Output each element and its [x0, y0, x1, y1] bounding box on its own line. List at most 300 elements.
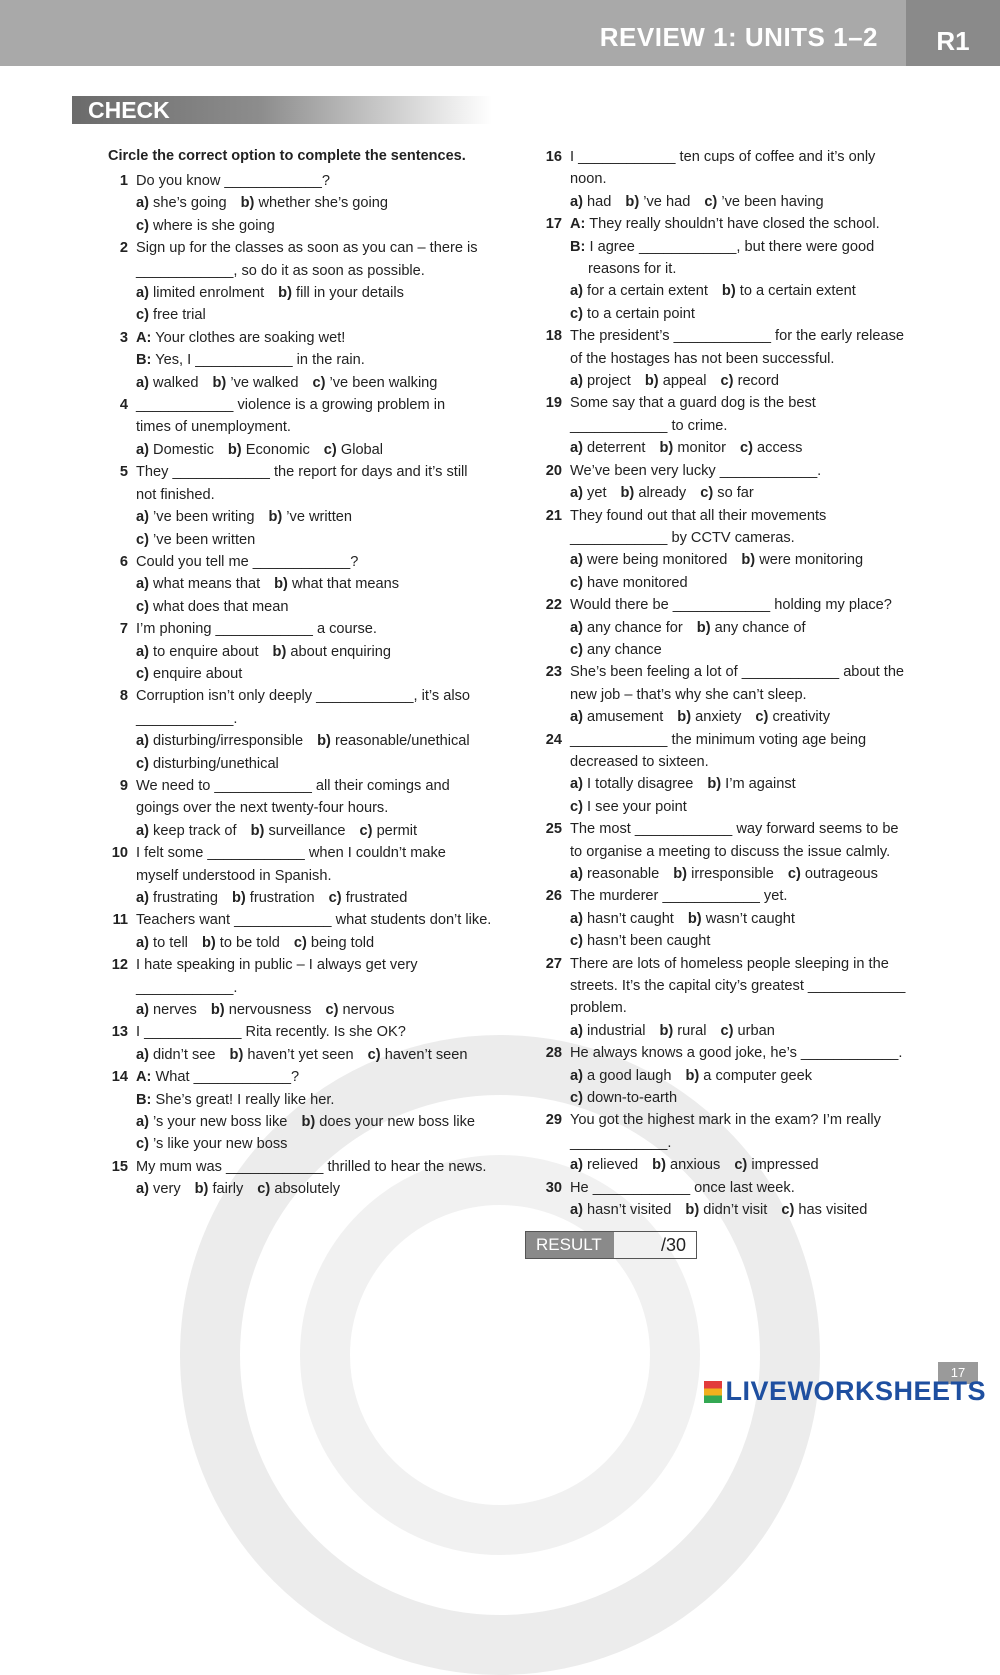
question-text-line — [136, 349, 499, 371]
question-number: 23 — [545, 664, 562, 681]
option-text: Domestic — [153, 441, 214, 458]
answer-option[interactable] — [228, 442, 310, 458]
answer-option[interactable] — [136, 1181, 181, 1197]
option-text: to be told — [219, 934, 280, 951]
option-text: where is she going — [153, 217, 275, 234]
question-15 — [104, 1156, 499, 1201]
option-text: what means that — [153, 576, 261, 593]
question-text: ____________ to crime. — [570, 417, 728, 434]
option-text: urban — [737, 1022, 775, 1039]
question-number: 13 — [111, 1024, 128, 1041]
option-text: didn’t see — [153, 1046, 216, 1063]
answer-option[interactable] — [251, 823, 346, 839]
question-text-line — [136, 394, 499, 416]
question-text-line — [570, 236, 933, 258]
answer-option[interactable] — [621, 485, 687, 501]
option-letter: a) — [136, 1046, 149, 1063]
answer-option[interactable] — [294, 935, 374, 951]
question-text: We need to ____________ all their comings and — [136, 777, 450, 794]
question-text-line — [570, 392, 933, 414]
option-text: ’ve been walking — [329, 374, 438, 391]
instruction: Circle the correct option to complete the sentences. — [108, 148, 466, 164]
answer-option[interactable] — [136, 195, 227, 211]
option-letter: a) — [136, 285, 149, 302]
question-22 — [538, 594, 933, 661]
option-letter: b) — [721, 283, 736, 300]
question-text: ____________, so do it as soon as possible. — [136, 262, 425, 279]
answer-option[interactable] — [278, 285, 404, 301]
question-text-line — [570, 168, 933, 190]
answer-option[interactable] — [136, 666, 242, 682]
answer-option[interactable] — [570, 552, 727, 568]
question-number: 26 — [545, 888, 562, 905]
option-letter: c) — [570, 1090, 583, 1107]
option-letter: a) — [136, 1002, 149, 1019]
question-text: Sign up for the classes as soon as you can – there is — [136, 240, 478, 257]
page-header — [0, 0, 1000, 66]
option-letter: c) — [136, 665, 149, 682]
question-number: 8 — [119, 688, 128, 705]
answer-option[interactable] — [740, 440, 802, 456]
option-text: creativity — [772, 709, 831, 726]
answer-option[interactable] — [570, 1068, 671, 1084]
option-text: were being monitored — [587, 552, 728, 569]
answer-option[interactable] — [659, 440, 726, 456]
question-text-line — [136, 416, 499, 438]
answer-option[interactable] — [570, 306, 695, 322]
question-text-line — [136, 954, 499, 976]
option-letter: b) — [659, 440, 674, 457]
answer-option[interactable] — [202, 935, 280, 951]
watermark-logo — [704, 1376, 986, 1407]
option-letter: a) — [570, 1202, 583, 1219]
answer-option[interactable] — [570, 575, 688, 591]
option-text: ’ve been writing — [153, 509, 255, 526]
question-number: 4 — [119, 397, 128, 414]
question-text-line — [136, 551, 499, 573]
option-text: were monitoring — [759, 552, 864, 569]
option-text: disturbing/unethical — [153, 755, 279, 772]
option-text: Economic — [245, 441, 310, 458]
option-text: haven’t yet seen — [247, 1046, 354, 1063]
answer-option[interactable] — [570, 1023, 645, 1039]
option-letter: c) — [136, 598, 149, 615]
answer-option[interactable] — [257, 1181, 340, 1197]
option-letter: b) — [278, 285, 292, 302]
question-text: new job – that’s why she can’t sleep. — [570, 686, 807, 703]
question-18 — [538, 325, 933, 392]
option-text: to a certain point — [587, 305, 695, 322]
option-text: what does that mean — [153, 598, 289, 615]
question-text: They really shouldn’t have closed the school. — [589, 216, 880, 233]
answer-option[interactable] — [788, 866, 878, 882]
answer-option[interactable] — [697, 620, 806, 636]
speaker-label: A: — [136, 329, 152, 346]
answer-option[interactable] — [136, 935, 188, 951]
option-text: reasonable — [587, 866, 660, 882]
option-letter: c) — [700, 485, 714, 502]
question-text-line — [570, 684, 933, 706]
option-letter: a) — [570, 283, 583, 300]
answer-option[interactable] — [625, 194, 690, 210]
answer-option[interactable] — [136, 285, 264, 301]
question-number: 19 — [545, 395, 562, 412]
answer-option[interactable] — [570, 1202, 671, 1218]
speaker-label: A: — [570, 216, 586, 233]
question-text-line — [136, 461, 499, 483]
question-text-line — [570, 885, 933, 907]
answer-option[interactable] — [570, 620, 683, 636]
option-text: being told — [310, 934, 375, 951]
option-letter: c) — [136, 307, 149, 324]
option-letter: a) — [136, 733, 149, 750]
option-letter: a) — [136, 643, 149, 660]
answer-option[interactable] — [722, 283, 856, 299]
question-text-line — [136, 170, 499, 192]
option-letter: c) — [325, 1002, 339, 1019]
answer-option[interactable] — [741, 552, 863, 568]
answer-option[interactable] — [570, 283, 708, 299]
question-8 — [104, 685, 499, 775]
option-text: a good laugh — [587, 1067, 672, 1084]
answer-option[interactable] — [685, 1068, 812, 1084]
answer-option[interactable] — [570, 485, 607, 501]
option-letter: b) — [210, 1002, 225, 1019]
option-text: enquire about — [153, 665, 243, 682]
option-text: for a certain extent — [587, 283, 708, 300]
answer-option[interactable] — [136, 442, 214, 458]
question-text-line — [136, 260, 499, 282]
question-number: 21 — [545, 507, 562, 524]
option-letter: c) — [136, 531, 149, 548]
question-text-line — [570, 415, 933, 437]
answer-option[interactable] — [360, 823, 418, 839]
question-10 — [104, 842, 499, 909]
option-letter: b) — [250, 822, 265, 839]
option-text: haven’t seen — [384, 1046, 468, 1063]
answer-option[interactable] — [136, 823, 237, 839]
option-text: impressed — [751, 1157, 819, 1174]
answer-option[interactable] — [570, 373, 631, 389]
answer-option[interactable] — [136, 1002, 197, 1018]
answer-option[interactable] — [324, 442, 383, 458]
answer-option[interactable] — [704, 194, 823, 210]
option-text: irresponsible — [691, 866, 774, 882]
answer-option[interactable] — [570, 1090, 677, 1106]
option-text: ’ve walked — [230, 374, 299, 391]
question-14 — [104, 1066, 499, 1156]
answer-option[interactable] — [570, 1157, 638, 1173]
question-text-line — [136, 909, 499, 931]
question-text: of the hostages has not been successful. — [570, 350, 835, 367]
option-letter: a) — [570, 373, 583, 390]
question-text: ____________ the minimum voting age being — [570, 731, 867, 748]
question-text: They ____________ the report for days and it’s still — [136, 464, 468, 481]
question-text: I agree ____________, but there were good — [589, 238, 875, 255]
option-letter: c) — [720, 1022, 734, 1039]
option-letter: c) — [293, 934, 307, 951]
question-text-line — [136, 775, 499, 797]
question-text-line — [136, 1021, 499, 1043]
question-text: ____________. — [136, 710, 238, 727]
answer-option[interactable] — [268, 509, 352, 525]
option-letter: c) — [570, 798, 583, 815]
question-text: You got the highest mark in the exam? I’m really — [570, 1112, 881, 1129]
option-text: amusement — [587, 709, 664, 726]
question-21 — [538, 505, 933, 595]
option-text: walked — [153, 374, 199, 391]
answer-option[interactable] — [136, 733, 303, 749]
question-text-line — [136, 865, 499, 887]
answer-option[interactable] — [136, 218, 275, 234]
answer-option[interactable] — [570, 440, 645, 456]
option-letter: a) — [570, 776, 583, 793]
question-text-line — [570, 975, 933, 997]
question-number: 17 — [545, 216, 562, 233]
option-text: fill in your details — [296, 285, 404, 302]
answer-option[interactable] — [301, 1114, 475, 1130]
question-text: to organise a meeting to discuss the issue calmly. — [570, 843, 891, 860]
option-text: to tell — [153, 934, 188, 951]
answer-option[interactable] — [368, 1047, 468, 1063]
answer-option[interactable] — [570, 709, 663, 725]
question-number: 18 — [545, 328, 562, 345]
option-text: what that means — [291, 576, 400, 593]
option-letter: a) — [136, 890, 149, 906]
option-letter: b) — [301, 1114, 316, 1131]
option-letter: a) — [570, 619, 583, 636]
question-text-line — [570, 460, 933, 482]
speaker-label: B: — [136, 352, 152, 369]
answer-option[interactable] — [721, 373, 779, 389]
option-text: I’m against — [725, 776, 796, 793]
answer-option[interactable] — [136, 307, 206, 323]
option-letter: b) — [687, 910, 702, 927]
option-text: frustrating — [153, 890, 218, 906]
answer-option[interactable] — [136, 644, 259, 660]
option-letter: a) — [570, 910, 583, 927]
question-text: Would there be ____________ holding my place? — [570, 597, 892, 614]
answer-option[interactable] — [136, 1114, 287, 1130]
option-text: ’s your new boss like — [153, 1114, 288, 1131]
option-letter: b) — [317, 733, 331, 750]
answer-option[interactable] — [232, 890, 315, 906]
result-box — [525, 1231, 697, 1259]
question-3 — [104, 327, 499, 394]
option-text: absolutely — [274, 1181, 341, 1198]
question-text: I hate speaking in public – I always get very — [136, 957, 418, 974]
option-letter: b) — [741, 552, 756, 569]
question-text: What ____________? — [155, 1069, 300, 1086]
watermark-text: LIVEWORKSHEETS — [725, 1376, 986, 1406]
question-text-line — [570, 213, 933, 235]
option-letter: c) — [570, 574, 583, 591]
question-number: 28 — [545, 1045, 562, 1062]
question-text: myself understood in Spanish. — [136, 867, 332, 884]
answer-option[interactable] — [755, 709, 830, 725]
option-text: a computer geek — [703, 1067, 813, 1084]
question-text-line — [570, 527, 933, 549]
answer-option[interactable] — [241, 195, 388, 211]
option-letter: c) — [257, 1181, 271, 1198]
answer-option[interactable] — [570, 799, 687, 815]
option-letter: c) — [739, 440, 753, 457]
answer-option[interactable] — [312, 375, 437, 391]
option-text: appeal — [662, 373, 707, 390]
question-number: 20 — [545, 462, 562, 479]
answer-option[interactable] — [136, 890, 218, 906]
answer-option[interactable] — [317, 733, 470, 749]
answer-option[interactable] — [136, 509, 254, 525]
question-1 — [104, 170, 499, 237]
option-letter: b) — [231, 890, 246, 906]
answer-option[interactable] — [329, 890, 408, 906]
question-13 — [104, 1021, 499, 1066]
option-text: didn’t visit — [703, 1202, 768, 1219]
result-score: /30 — [660, 1235, 686, 1255]
question-text: problem. — [570, 1000, 627, 1017]
option-letter: a) — [570, 709, 583, 726]
option-text: monitor — [677, 440, 726, 457]
option-letter: a) — [570, 440, 583, 457]
question-text-line — [570, 1177, 933, 1199]
answer-option[interactable] — [136, 576, 260, 592]
question-text: The president’s ____________ for the early release — [570, 328, 904, 345]
question-text: Do you know ____________? — [136, 173, 330, 189]
answer-option[interactable] — [570, 194, 611, 210]
option-text: industrial — [587, 1022, 646, 1039]
answer-option[interactable] — [570, 911, 674, 927]
option-text: access — [757, 440, 803, 457]
answer-option[interactable] — [685, 1202, 767, 1218]
option-letter: c) — [359, 822, 373, 839]
option-letter: b) — [644, 373, 659, 390]
question-text: times of unemployment. — [136, 419, 291, 436]
answer-option[interactable] — [707, 776, 795, 792]
option-text: hasn’t been caught — [587, 933, 711, 950]
option-letter: a) — [570, 1022, 583, 1039]
question-text: I ____________ Rita recently. Is she OK? — [136, 1024, 406, 1041]
option-text: any chance for — [587, 619, 683, 636]
question-text: goings over the next twenty-four hours. — [136, 800, 389, 817]
question-text-line — [570, 751, 933, 773]
answer-option[interactable] — [211, 1002, 312, 1018]
answer-option[interactable] — [734, 1157, 818, 1173]
option-letter: c) — [323, 441, 337, 458]
answer-option[interactable] — [652, 1157, 720, 1173]
option-text: anxious — [670, 1157, 721, 1174]
question-text-line — [570, 594, 933, 616]
speaker-label: B: — [570, 238, 586, 255]
answer-option[interactable] — [136, 1136, 287, 1152]
answer-option[interactable] — [136, 1047, 216, 1063]
option-text: any chance of — [714, 619, 806, 636]
option-text: I see your point — [587, 798, 687, 815]
question-20 — [538, 460, 933, 505]
option-text: disturbing/irresponsible — [153, 733, 304, 750]
question-text: My mum was ____________ thrilled to hear the news. — [136, 1158, 487, 1175]
option-letter: b) — [268, 509, 283, 526]
question-text: There are lots of homeless people sleeping in the — [570, 955, 889, 972]
answer-option[interactable] — [570, 933, 710, 949]
option-text: to a certain extent — [739, 283, 856, 300]
answer-option[interactable] — [781, 1202, 867, 1218]
question-text-line — [136, 708, 499, 730]
answer-option[interactable] — [136, 599, 289, 615]
question-text-line — [136, 1066, 499, 1088]
question-12 — [104, 954, 499, 1021]
question-25 — [538, 818, 933, 885]
option-text: deterrent — [587, 440, 646, 457]
option-letter: b) — [229, 1046, 244, 1063]
option-text: wasn’t caught — [705, 910, 795, 927]
option-text: reasonable/unethical — [334, 733, 470, 750]
option-text: any chance — [587, 641, 662, 658]
answer-option[interactable] — [700, 485, 754, 501]
answer-option[interactable] — [273, 644, 391, 660]
answer-option[interactable] — [659, 1023, 706, 1039]
answer-option[interactable] — [677, 709, 741, 725]
question-text: I ____________ ten cups of coffee and it’s only — [570, 149, 876, 165]
question-text-line — [136, 685, 499, 707]
question-28 — [538, 1042, 933, 1109]
answer-option[interactable] — [570, 642, 662, 658]
answer-option[interactable] — [325, 1002, 394, 1018]
question-text: Some say that a guard dog is the best — [570, 395, 816, 412]
answer-option[interactable] — [136, 375, 198, 391]
option-letter: a) — [570, 193, 583, 210]
question-text: not finished. — [136, 486, 215, 503]
answer-option[interactable] — [688, 911, 795, 927]
option-letter: b) — [696, 619, 711, 636]
option-text: nerves — [153, 1002, 197, 1019]
question-text: ____________ violence is a growing problem in — [136, 397, 446, 414]
option-text: free trial — [153, 307, 206, 324]
answer-option[interactable] — [570, 776, 693, 792]
option-letter: b) — [685, 1067, 700, 1084]
option-text: ’s like your new boss — [153, 1136, 288, 1153]
question-text-line — [136, 327, 499, 349]
question-number: 29 — [545, 1112, 562, 1129]
answer-option[interactable] — [136, 756, 279, 772]
answer-option[interactable] — [721, 1023, 775, 1039]
option-text: hasn’t visited — [587, 1202, 672, 1219]
question-text-line — [570, 841, 933, 863]
header-code: R1 — [906, 0, 1000, 66]
option-text: hasn’t caught — [587, 910, 674, 927]
question-number: 9 — [119, 777, 128, 794]
answer-option[interactable] — [212, 375, 298, 391]
question-text-line — [570, 1109, 933, 1131]
option-letter: b) — [707, 776, 722, 793]
question-text: He always knows a good joke, he’s ____________. — [570, 1045, 903, 1062]
question-text: Could you tell me ____________? — [136, 553, 359, 570]
option-text: to enquire about — [153, 643, 259, 660]
answer-option[interactable] — [136, 532, 255, 548]
question-16 — [538, 146, 933, 213]
answer-option[interactable] — [570, 866, 659, 882]
question-text: Corruption isn’t only deeply ____________, it’s also — [136, 688, 470, 705]
answer-option[interactable] — [645, 373, 707, 389]
answer-option[interactable] — [274, 576, 399, 592]
option-text: ’ve been having — [721, 193, 824, 210]
answer-option[interactable] — [230, 1047, 354, 1063]
question-29 — [538, 1109, 933, 1176]
answer-option[interactable] — [195, 1181, 244, 1197]
question-text-line — [570, 1132, 933, 1154]
option-text: she’s going — [153, 195, 227, 212]
answer-option[interactable] — [673, 866, 774, 882]
